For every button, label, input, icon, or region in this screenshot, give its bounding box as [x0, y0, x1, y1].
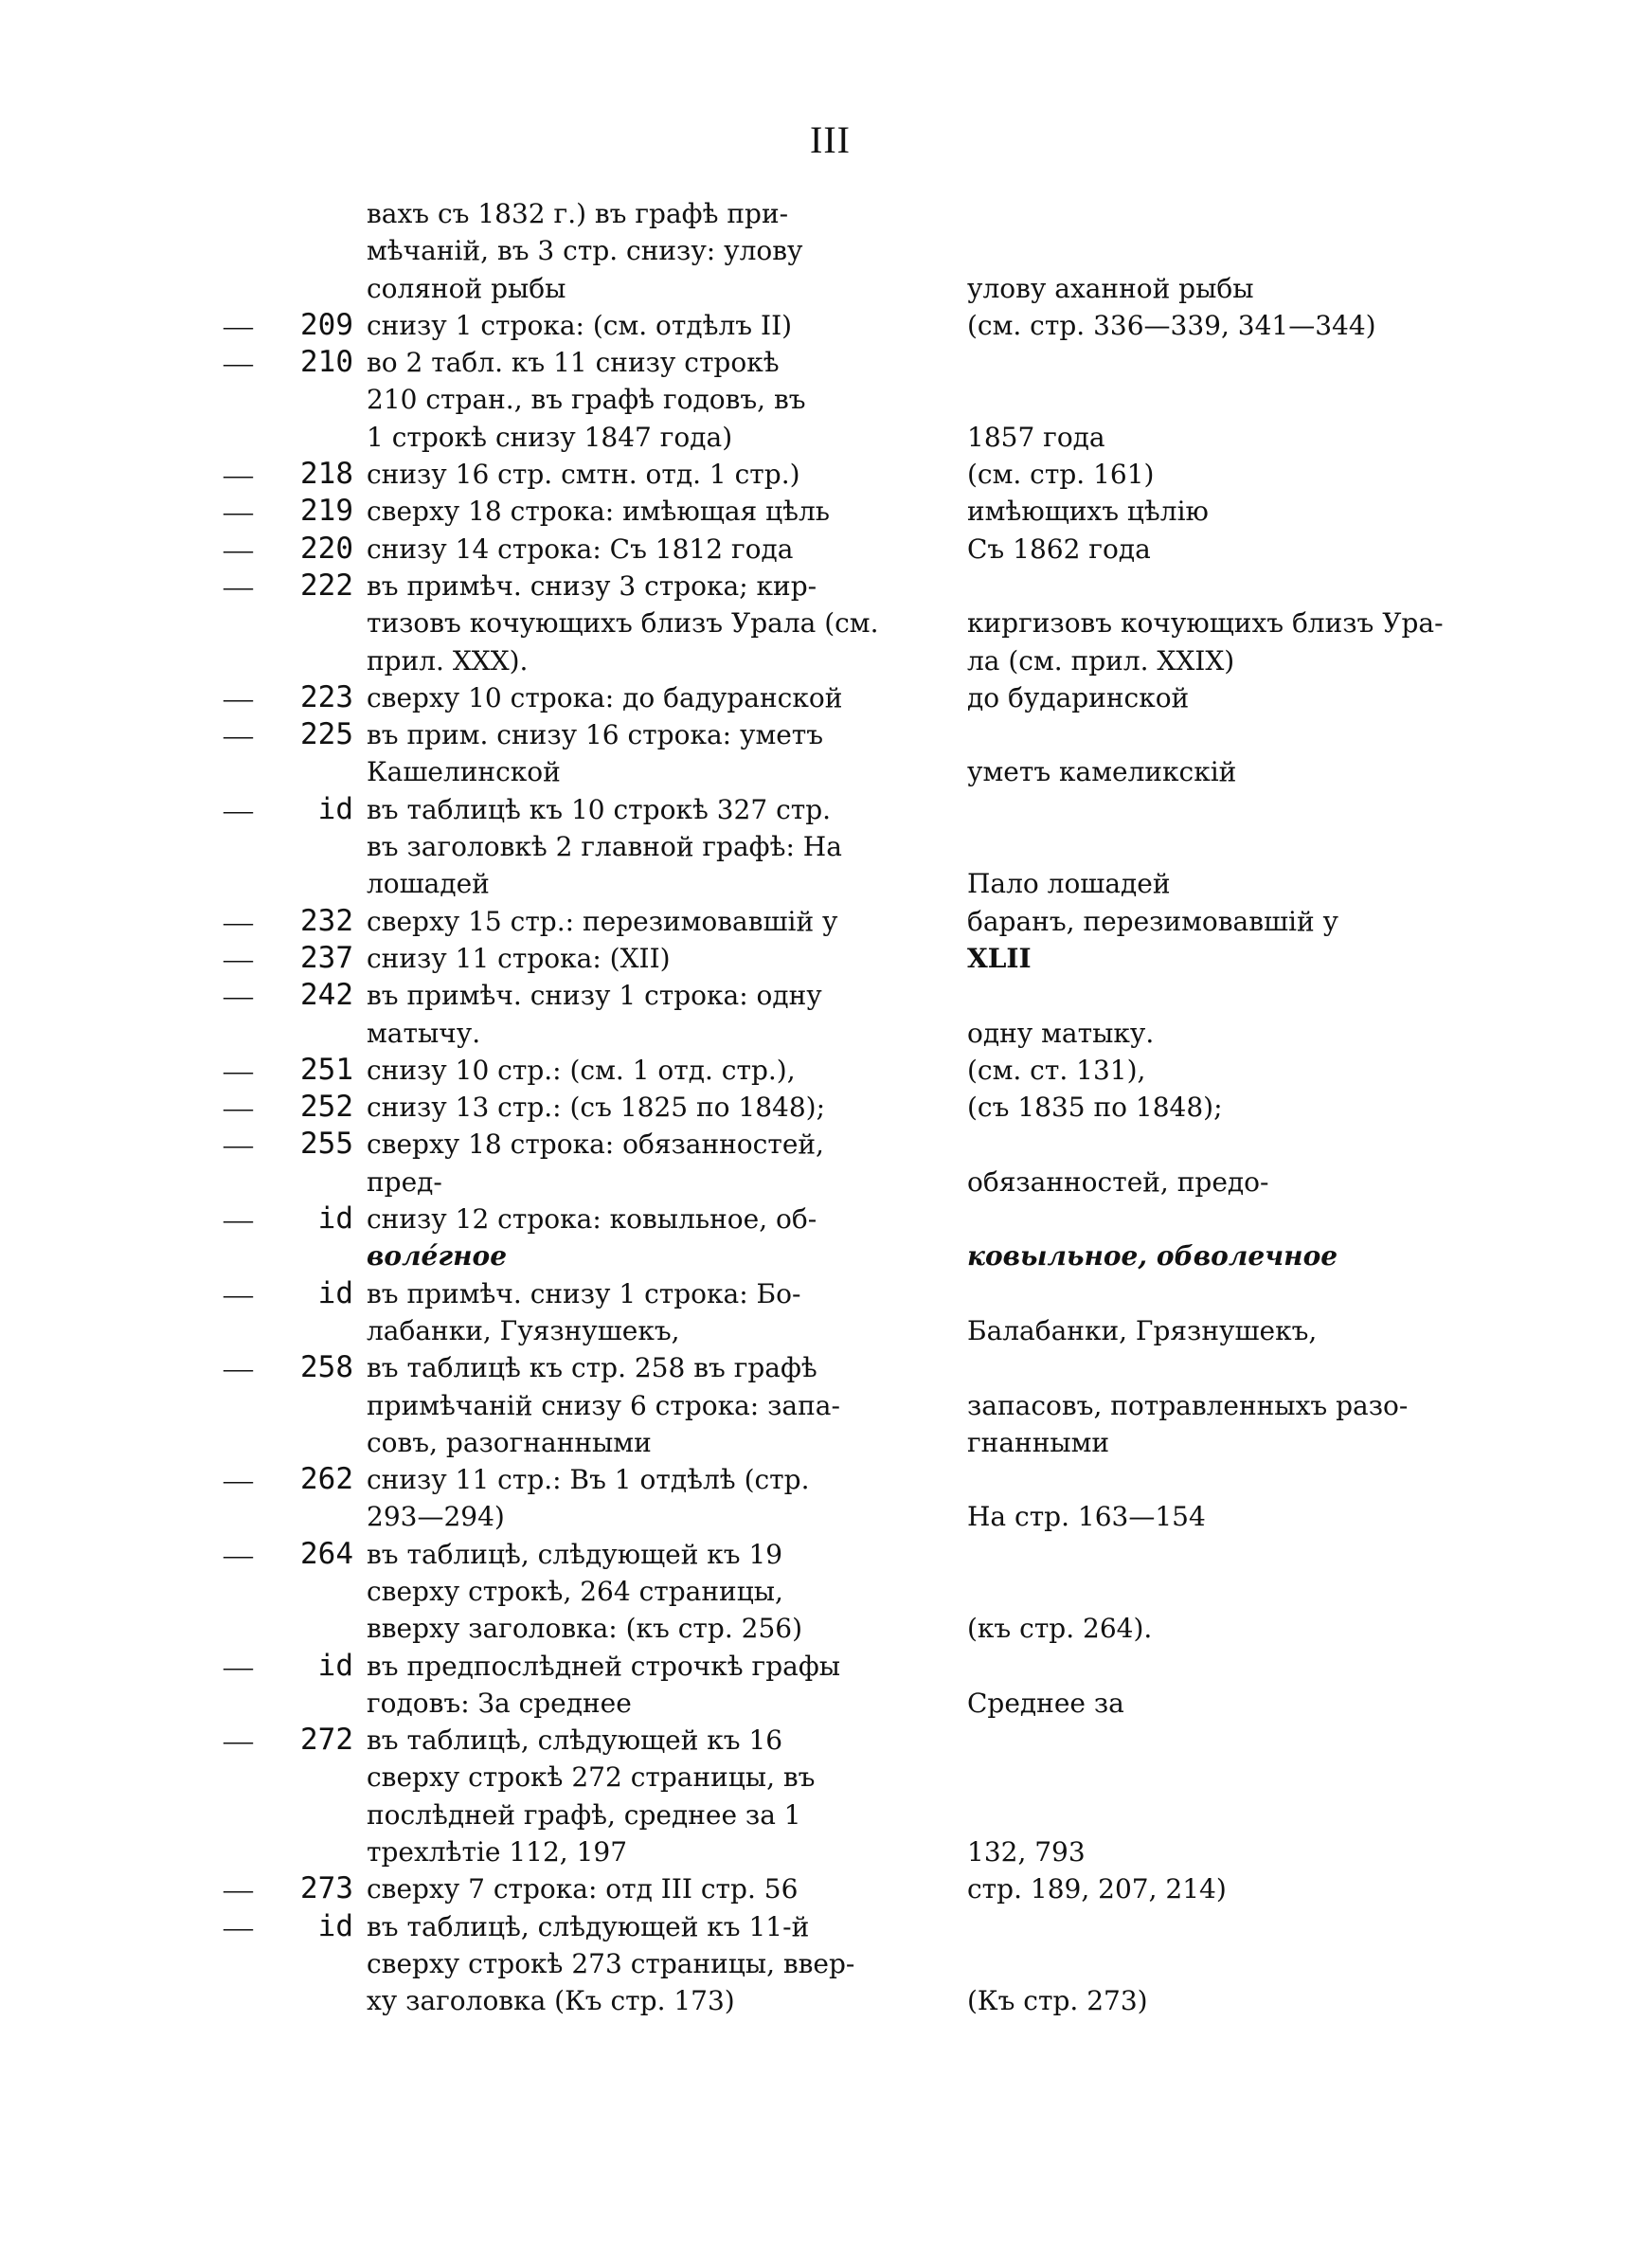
errata-row [0, 1982, 1652, 2019]
printed-text: соляной рыбы [367, 272, 566, 304]
errata-row [0, 568, 1652, 605]
corrected-text: гнанными [967, 1426, 1110, 1458]
row-page-number: 252 [300, 1090, 353, 1125]
printed-text: матычу. [367, 1017, 481, 1049]
errata-row [0, 307, 1652, 344]
corrected-text: одну матыку. [967, 1017, 1155, 1049]
errata-row [0, 1015, 1652, 1052]
printed-text: 293—294) [367, 1501, 505, 1533]
printed-text: 210 стран., въ графѣ годовъ, въ [367, 384, 806, 416]
errata-row [0, 940, 1652, 977]
errata-row [0, 1461, 1652, 1498]
corrected-text: (къ стр. 264). [967, 1613, 1153, 1645]
printed-text: воле́гное [367, 1240, 508, 1273]
printed-text: снизу 12 строка: ковыльное, об- [367, 1203, 817, 1236]
row-page-number: 223 [300, 679, 353, 714]
errata-row [0, 1498, 1652, 1535]
corrected-text: ла (см. прил. XXIX) [967, 644, 1235, 677]
row-dash: — [224, 680, 253, 714]
printed-text: снизу 1 строка: (см. отдѣлъ II) [367, 309, 793, 341]
printed-text: въ примѣч. снизу 1 строка: одну [367, 980, 822, 1012]
errata-row [0, 1610, 1652, 1647]
row-dash: — [224, 495, 253, 529]
row-page-number: 225 [300, 717, 353, 752]
row-page-number: 237 [300, 940, 353, 975]
errata-row [0, 716, 1652, 753]
row-dash: — [224, 346, 253, 380]
page-number: III [810, 118, 851, 161]
row-page-number: 258 [300, 1350, 353, 1385]
printed-text: сверху 7 строка: отд III стр. 56 [367, 1873, 799, 1905]
row-page-number: 273 [300, 1871, 353, 1906]
errata-row [0, 1870, 1652, 1907]
errata-row [0, 1201, 1652, 1237]
printed-text: прил. XXX). [367, 644, 529, 677]
row-dash: — [224, 1872, 253, 1906]
row-page-number: 262 [300, 1462, 353, 1497]
errata-row [0, 1722, 1652, 1759]
corrected-text: (см. стр. 336—339, 341—344) [967, 309, 1376, 341]
printed-text: лошадей [367, 868, 490, 900]
row-dash: — [224, 1128, 253, 1162]
printed-text: сверху 10 строка: до бадуранской [367, 681, 843, 713]
row-page-number: 220 [300, 531, 353, 566]
corrected-text: Среднее за [967, 1687, 1124, 1719]
printed-text: въ примѣч. снизу 3 строка; кир- [367, 569, 817, 602]
corrected-text: Балабанки, Грязнушекъ, [967, 1314, 1318, 1346]
errata-row [0, 419, 1652, 456]
row-dash: — [224, 792, 253, 826]
printed-text: примѣчаній снизу 6 строка: запа- [367, 1389, 840, 1421]
errata-row [0, 1237, 1652, 1274]
printed-text: Кашелинской [367, 756, 561, 788]
row-page-number: 255 [300, 1127, 353, 1162]
row-page-number: id [317, 1275, 353, 1310]
row-dash: — [224, 532, 253, 566]
errata-row [0, 1536, 1652, 1573]
errata-row [0, 1945, 1652, 1982]
errata-row [0, 1573, 1652, 1610]
row-dash: — [224, 1202, 253, 1237]
corrected-text: (см. ст. 131), [967, 1054, 1146, 1086]
row-page-number: id [317, 1648, 353, 1683]
row-page-number: 209 [300, 307, 353, 342]
row-dash: — [224, 1091, 253, 1125]
corrected-text: Съ 1862 года [967, 533, 1151, 565]
printed-text: снизу 10 стр.: (см. 1 отд. стр.), [367, 1054, 796, 1086]
printed-text: снизу 13 стр.: (съ 1825 по 1848); [367, 1092, 826, 1124]
errata-row [0, 270, 1652, 307]
errata-row [0, 232, 1652, 269]
printed-text: въ таблицѣ, слѣдующей къ 11-й [367, 1910, 810, 1942]
printed-text: мѣчаній, въ 3 стр. снизу: улову [367, 235, 803, 267]
printed-text: въ заголовкѣ 2 главной графѣ: На [367, 831, 842, 863]
corrected-text: (см. стр. 161) [967, 459, 1155, 491]
corrected-text: имѣющихъ цѣлію [967, 496, 1209, 528]
errata-row [0, 679, 1652, 716]
corrected-text: улову аханной рыбы [967, 272, 1254, 304]
errata-row [0, 1908, 1652, 1945]
row-dash: — [224, 941, 253, 975]
corrected-text: 132, 793 [967, 1836, 1086, 1869]
printed-text: трехлѣтіе 112, 197 [367, 1836, 628, 1869]
printed-text: въ предпослѣдней строчкѣ графы [367, 1650, 841, 1682]
corrected-text: стр. 189, 207, 214) [967, 1873, 1227, 1905]
row-dash: — [224, 1537, 253, 1571]
printed-text: сверху 15 стр.: перезимовавшій у [367, 905, 838, 937]
printed-text: снизу 11 строка: (XII) [367, 942, 671, 974]
row-dash: — [224, 308, 253, 342]
printed-text: въ таблицѣ, слѣдующей къ 16 [367, 1724, 783, 1757]
printed-text: во 2 табл. къ 11 снизу строкѣ [367, 347, 780, 379]
corrected-text: киргизовъ кочующихъ близъ Ура- [967, 607, 1444, 640]
errata-row [0, 1833, 1652, 1870]
corrected-text: ковыльное, обволечное [967, 1240, 1338, 1273]
row-page-number: id [317, 1201, 353, 1237]
printed-text: сверху 18 строка: обязанностей, [367, 1128, 824, 1161]
errata-row [0, 791, 1652, 828]
printed-text: въ таблицѣ къ стр. 258 въ графѣ [367, 1352, 817, 1384]
printed-text: годовъ: За среднее [367, 1687, 632, 1719]
errata-row [0, 344, 1652, 381]
errata-row [0, 828, 1652, 865]
printed-text: снизу 11 стр.: Въ 1 отдѣлѣ (стр. [367, 1464, 810, 1496]
corrected-text: XLII [967, 942, 1032, 974]
printed-text: въ таблицѣ къ 10 строкѣ 327 стр. [367, 793, 832, 825]
errata-row [0, 381, 1652, 418]
errata-row [0, 977, 1652, 1014]
printed-text: пред- [367, 1165, 442, 1198]
errata-row [0, 1648, 1652, 1685]
errata-row [0, 865, 1652, 902]
corrected-text: (Къ стр. 273) [967, 1985, 1148, 2017]
row-page-number: 264 [300, 1536, 353, 1571]
errata-row [0, 1126, 1652, 1163]
row-dash: — [224, 979, 253, 1013]
printed-text: 1 строкѣ снизу 1847 года) [367, 421, 733, 453]
row-dash: — [224, 1909, 253, 1943]
printed-text: тизовъ кочующихъ близъ Урала (см. [367, 607, 879, 640]
row-page-number: 219 [300, 494, 353, 529]
printed-text: снизу 14 строка: Съ 1812 года [367, 533, 794, 565]
printed-text: въ таблицѣ, слѣдующей къ 19 [367, 1538, 783, 1570]
row-dash: — [224, 1351, 253, 1385]
errata-row [0, 1759, 1652, 1796]
printed-text: сверху строкѣ 273 страницы, ввер- [367, 1947, 855, 1979]
printed-text: въ прим. снизу 16 строка: уметъ [367, 719, 824, 751]
row-page-number: 210 [300, 345, 353, 380]
corrected-text: 1857 года [967, 421, 1105, 453]
errata-row [0, 1089, 1652, 1126]
printed-text: вахъ съ 1832 г.) въ графѣ при- [367, 198, 789, 229]
row-page-number: 272 [300, 1723, 353, 1758]
row-dash: — [224, 904, 253, 938]
errata-table [0, 195, 1652, 2020]
row-page-number: id [317, 1908, 353, 1943]
corrected-text: На стр. 163—154 [967, 1501, 1206, 1533]
printed-text: сверху строкѣ, 264 страницы, [367, 1575, 783, 1607]
row-dash: — [224, 718, 253, 752]
printed-text: снизу 16 стр. смтн. отд. 1 стр.) [367, 459, 800, 491]
errata-row [0, 1387, 1652, 1424]
row-dash: — [224, 1724, 253, 1758]
corrected-text: Пало лошадей [967, 868, 1171, 900]
printed-text: вверху заголовка: (къ стр. 256) [367, 1613, 803, 1645]
row-page-number: 242 [300, 978, 353, 1013]
errata-row [0, 195, 1652, 232]
row-dash: — [224, 1463, 253, 1497]
row-dash: — [224, 1649, 253, 1683]
printed-text: въ примѣч. снизу 1 строка: Бо- [367, 1277, 801, 1309]
errata-row [0, 605, 1652, 641]
errata-row [0, 1275, 1652, 1312]
errata-row [0, 1164, 1652, 1201]
errata-row [0, 1312, 1652, 1349]
errata-row [0, 903, 1652, 940]
errata-row [0, 1052, 1652, 1089]
row-page-number: 251 [300, 1052, 353, 1087]
errata-row [0, 1797, 1652, 1833]
row-dash: — [224, 1276, 253, 1310]
errata-row [0, 456, 1652, 493]
errata-row [0, 531, 1652, 568]
corrected-text: уметъ камеликскій [967, 756, 1237, 788]
corrected-text: до бударинской [967, 681, 1190, 713]
errata-row [0, 1349, 1652, 1386]
row-page-number: id [317, 791, 353, 826]
printed-text: лабанки, Гуязнушекъ, [367, 1314, 680, 1346]
errata-row [0, 493, 1652, 530]
row-dash: — [224, 569, 253, 603]
corrected-text: запасовъ, потравленныхъ разо- [967, 1389, 1409, 1421]
row-page-number: 232 [300, 903, 353, 938]
errata-row [0, 642, 1652, 679]
printed-text: ху заголовка (Къ стр. 173) [367, 1985, 735, 2017]
printed-text: послѣдней графѣ, среднее за 1 [367, 1798, 801, 1831]
printed-text: сверху 18 строка: имѣющая цѣль [367, 496, 831, 528]
corrected-text: баранъ, перезимовавшій у [967, 905, 1338, 937]
row-page-number: 222 [300, 568, 353, 603]
printed-text: совъ, разогнанными [367, 1426, 652, 1458]
errata-row [0, 1685, 1652, 1722]
row-dash: — [224, 458, 253, 492]
corrected-text: (съ 1835 по 1848); [967, 1092, 1223, 1124]
row-page-number: 218 [300, 457, 353, 492]
row-dash: — [224, 1053, 253, 1087]
errata-row [0, 753, 1652, 790]
printed-text: сверху строкѣ 272 страницы, въ [367, 1761, 816, 1794]
errata-row [0, 1424, 1652, 1461]
corrected-text: обязанностей, предо- [967, 1165, 1269, 1198]
